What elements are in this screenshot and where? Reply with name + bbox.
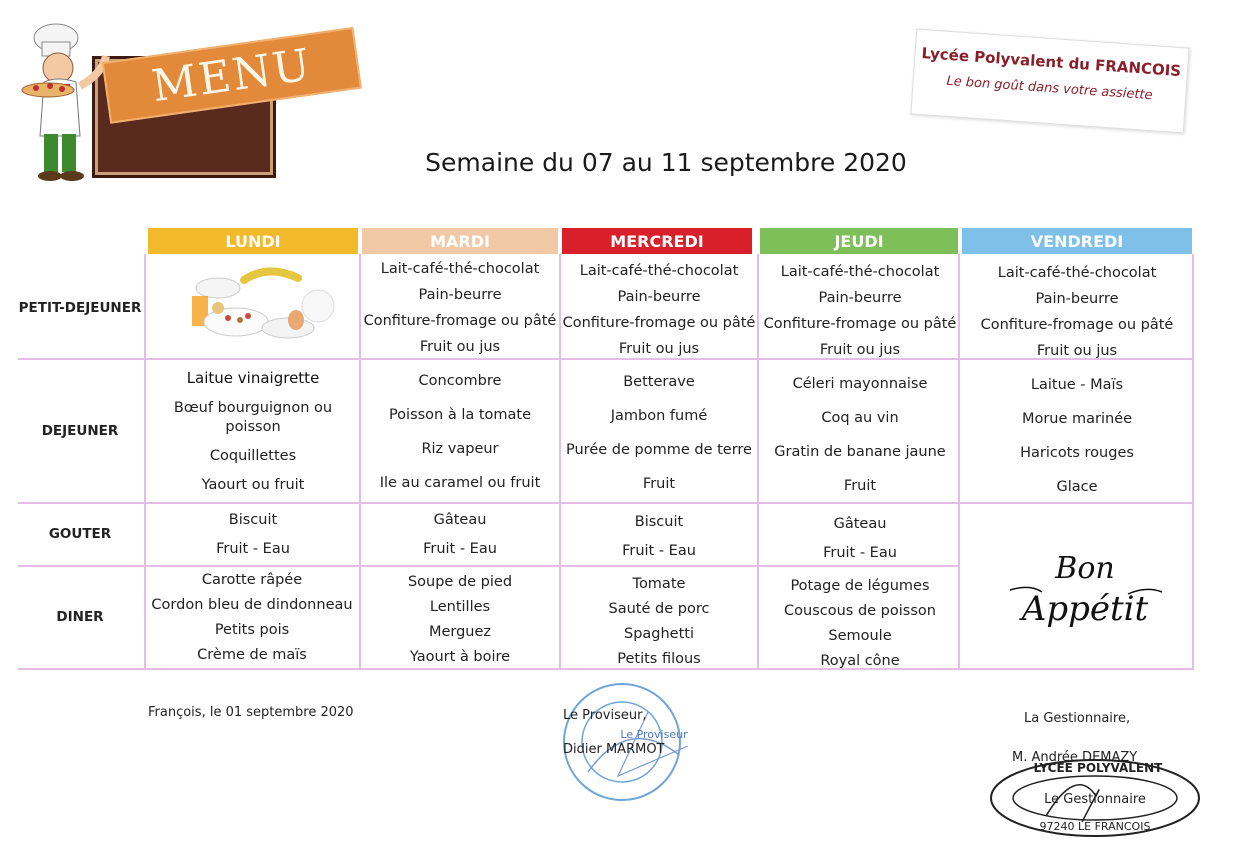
menu-item: Betterave <box>623 373 695 390</box>
menu-item: Yaourt à boire <box>409 649 511 666</box>
menu-item: Fruit ou jus <box>618 340 700 357</box>
place-date: François, le 01 septembre 2020 <box>148 705 354 720</box>
cell-mardi-petit-dejeuner <box>362 256 558 360</box>
menu-item: Semoule <box>828 628 892 645</box>
menu-item: Fruit <box>642 475 676 492</box>
cell-mercredi-petit-dejeuner <box>560 258 758 362</box>
menu-item: Crème de maïs <box>197 647 307 664</box>
menu-item: Fruit - Eau <box>622 543 696 560</box>
day-header-lundi: LUNDI <box>148 228 358 254</box>
cell-vendredi-dejeuner <box>962 368 1192 504</box>
stamp-text: LYCEE POLYVALENT <box>1033 761 1163 775</box>
cell-jeudi-diner <box>760 574 960 674</box>
day-header-mardi: MARDI <box>362 228 558 254</box>
grid-line <box>359 254 361 670</box>
menu-item: Gâteau <box>833 516 887 533</box>
week-title: Semaine du 07 au 11 septembre 2020 <box>425 148 907 177</box>
school-name: Lycée Polyvalent du FRANCOIS <box>920 43 1182 81</box>
menu-item: Sauté de porc <box>608 601 710 618</box>
row-label-dejeuner: DEJEUNER <box>41 423 119 439</box>
cell-lundi-gouter <box>148 506 358 564</box>
menu-item: Confiture-fromage ou pâté <box>980 316 1174 333</box>
cell-jeudi-dejeuner <box>760 367 960 503</box>
menu-item: Poisson à la tomate <box>388 406 532 423</box>
menu-item: Céleri mayonnaise <box>792 375 928 392</box>
grid-line <box>1192 254 1194 670</box>
cell-lundi-diner <box>146 568 358 668</box>
cell-lundi-dejeuner <box>148 364 358 500</box>
menu-item: Royal cône <box>820 653 900 670</box>
bon-appetit-text: Appétit <box>1021 589 1149 629</box>
menu-item: Haricots rouges <box>1020 444 1134 461</box>
menu-item: Confiture-fromage ou pâté <box>562 314 756 331</box>
menu-item: Petits filous <box>617 651 701 668</box>
menu-item: Coquillettes <box>209 447 297 464</box>
menu-item: Spaghetti <box>623 626 694 643</box>
gestionnaire-name: M. Andrée DEMAZY <box>1012 750 1138 765</box>
menu-item: Pain-beurre <box>418 286 502 303</box>
menu-item: Fruit - Eau <box>423 541 497 558</box>
menu-item: Jambon fumé <box>610 407 708 424</box>
menu-label: MENU <box>148 38 315 112</box>
menu-item: Biscuit <box>634 514 684 531</box>
menu-item: Lait-café-thé-chocolat <box>579 262 739 279</box>
proviseur-stamp <box>558 676 698 806</box>
menu-item: Fruit ou jus <box>419 338 501 355</box>
menu-item: Petits pois <box>214 622 290 639</box>
school-motto: Le bon goût dans votre assiette <box>945 73 1154 104</box>
menu-item: Pain-beurre <box>1035 290 1119 307</box>
menu-item: Confiture-fromage ou pâté <box>763 315 957 332</box>
cell-mercredi-gouter <box>560 508 758 566</box>
menu-item: Bœuf bourguignon ou poisson <box>173 399 333 435</box>
stamp-text: Le Gestionnaire <box>1044 792 1146 807</box>
menu-item: Gâteau <box>433 512 487 529</box>
menu-item: Coq au vin <box>821 409 899 426</box>
menu-item: Laitue - Maïs <box>1030 376 1124 393</box>
gestionnaire-stamp <box>986 756 1204 840</box>
breakfast-photo <box>178 258 340 354</box>
menu-item: Fruit <box>843 477 877 494</box>
menu-item: Fruit ou jus <box>1036 342 1118 359</box>
menu-item: Carotte râpée <box>201 572 303 589</box>
bon-appetit-logo <box>1000 540 1170 640</box>
menu-item: Lait-café-thé-chocolat <box>380 260 540 277</box>
menu-item: Purée de pomme de terre <box>566 441 752 458</box>
day-header-jeudi: JEUDI <box>760 228 958 254</box>
stamp-text: 97240 LE FRANCOIS <box>1039 820 1151 833</box>
menu-item: Lentilles <box>429 599 491 616</box>
menu-item: Lait-café-thé-chocolat <box>997 264 1157 281</box>
gestionnaire-title: La Gestionnaire, <box>1024 711 1131 726</box>
school-label-box <box>910 29 1189 134</box>
menu-item: Glace <box>1056 478 1098 495</box>
menu-item: Couscous de poisson <box>784 603 936 620</box>
menu-item: Tomate <box>632 576 686 593</box>
menu-item: Potage de légumes <box>790 578 930 595</box>
menu-item: Merguez <box>428 624 492 641</box>
menu-item: Ile au caramel ou fruit <box>379 474 541 491</box>
row-label-gouter: GOUTER <box>48 526 112 542</box>
cell-mardi-dejeuner <box>362 364 558 500</box>
menu-item: Lait-café-thé-chocolat <box>780 263 940 280</box>
cell-vendredi-petit-dejeuner <box>962 260 1192 364</box>
row-label-diner: DINER <box>56 609 104 625</box>
menu-item: Fruit - Eau <box>216 541 290 558</box>
menu-item: Gratin de banane jaune <box>774 443 946 460</box>
menu-item: Confiture-fromage ou pâté <box>363 312 557 329</box>
menu-item: Fruit - Eau <box>823 545 897 562</box>
proviseur-title: Le Proviseur, <box>563 708 647 723</box>
menu-item: Riz vapeur <box>421 440 499 457</box>
menu-item: Cordon bleu de dindonneau <box>151 597 353 614</box>
cell-mercredi-diner <box>560 572 758 672</box>
cell-jeudi-gouter <box>760 510 960 568</box>
menu-item: Morue marinée <box>1021 410 1133 427</box>
cell-mercredi-dejeuner <box>560 365 758 501</box>
proviseur-name: Didier MARMOT <box>563 742 665 757</box>
menu-item: Pain-beurre <box>818 289 902 306</box>
menu-item: Laitue vinaigrette <box>186 369 320 388</box>
day-header-vendredi: VENDREDI <box>962 228 1192 254</box>
cell-mardi-diner <box>362 570 558 670</box>
menu-item: Pain-beurre <box>617 288 701 305</box>
menu-item: Biscuit <box>228 512 278 529</box>
bon-appetit-text: Bon <box>1055 551 1115 586</box>
menu-item: Yaourt ou fruit <box>201 477 305 494</box>
menu-item: Concombre <box>418 372 502 389</box>
menu-item: Soupe de pied <box>407 574 513 591</box>
stamp-text: Le Proviseur <box>620 728 688 741</box>
cell-jeudi-petit-dejeuner <box>760 259 960 363</box>
row-label-petit-dejeuner: PETIT-DEJEUNER <box>18 300 142 316</box>
cell-mardi-gouter <box>362 506 558 564</box>
menu-item: Fruit ou jus <box>819 341 901 358</box>
day-header-mercredi: MERCREDI <box>562 228 752 254</box>
